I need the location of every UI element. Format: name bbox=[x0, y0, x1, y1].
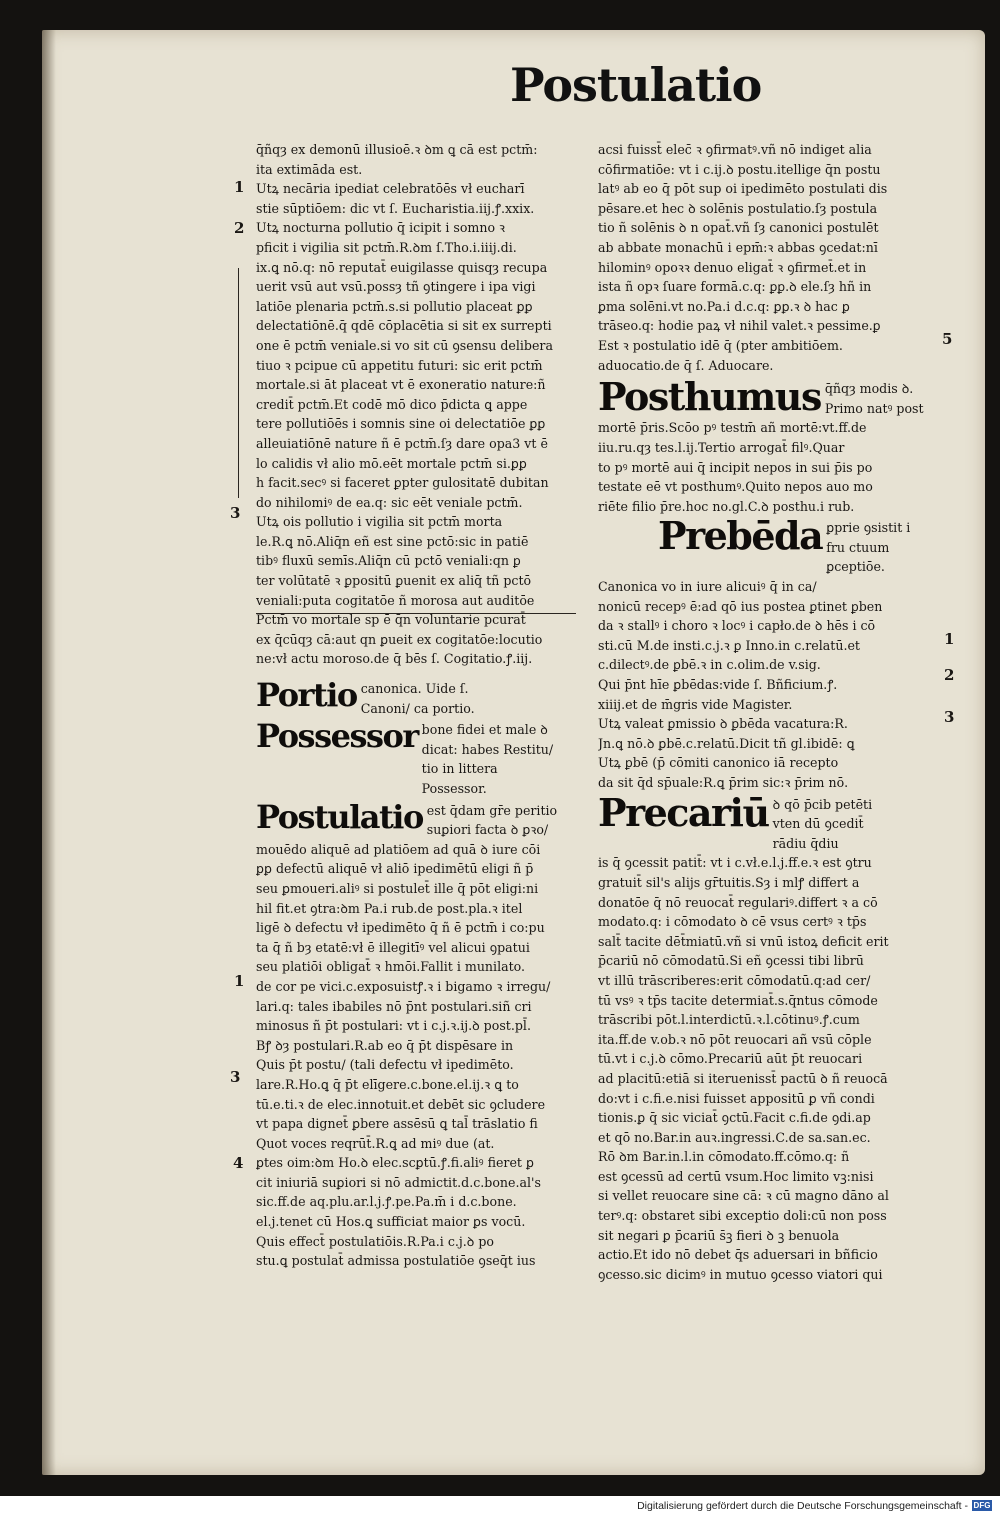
text-line: ꝯcesso.sic dicimꝰ in mutuo ꝯcesso viatori qui bbox=[598, 1266, 883, 1282]
margin-number: 1 bbox=[234, 178, 245, 196]
entry-text: canonica. Uide ſ. Canoni/ ca portio. bbox=[360, 681, 475, 716]
text-line: si vellet reuocare sine cā: ꝛ cū magno dāno al bbox=[598, 1188, 889, 1204]
text-line: latꝰ ab eo q̄ pōt sup oi ipedimēto postulati dis bbox=[598, 181, 888, 197]
text-line: mortale.si āt placeat vt ē exoneratio nature:ñ bbox=[256, 377, 546, 393]
headword: Portio bbox=[256, 676, 357, 715]
text-line: Est ꝛ postulatio idē q̄ (pter ambitiōem. bbox=[598, 337, 843, 353]
text-line: tionis.ꝑ q̄ sic viciat̄ ꝯctū.Facit c.fi.de ꝯdi.ap bbox=[598, 1110, 871, 1126]
margin-number: 5 bbox=[942, 330, 953, 348]
text-line: alleuiatiōnē nature ñ ē pctm̄.ſȝ dare opa3 vt ē bbox=[256, 435, 548, 451]
text-line: pficit i vigilia sit pctm̄.R.ꝺm ſ.Tho.i.iiij.di. bbox=[256, 239, 517, 255]
text-line: actio.Et ido nō debet q̄s aduersari in bñficio bbox=[598, 1247, 878, 1263]
text-line: et qō no.Bar.in auꝛ.ingressi.C.de sa.san.ec. bbox=[598, 1129, 871, 1145]
text-line: ter volūtatē ꝛ ꝑpositū ꝑuenit ex aliq̄ tñ pctō bbox=[256, 573, 532, 589]
entry-postulatio bbox=[256, 799, 588, 840]
text-line: mortē p̄ris.Scōo pꝰ testm̄ añ mortē:vt.ff.de bbox=[598, 420, 867, 436]
dfg-logo-icon: DFG bbox=[973, 1501, 991, 1510]
entry-text: bone fidei et male ꝺ dicat: habes Restitu/ tio in littera Possessor. bbox=[421, 722, 554, 796]
text-line: gratuit̄ sil's alijs gr̄tuitis.Sȝ i mlꝭ differt a bbox=[598, 874, 860, 890]
text-line: tū.e.ti.ꝛ de elec.innotuit.et debēt sic ꝯcludere bbox=[256, 1096, 546, 1112]
left-text-column bbox=[256, 140, 588, 1271]
text-line: Jn.ꝗ nō.ꝺ ꝑbē.c.relatū.Dicit tñ gl.ibidē: ꝗ bbox=[598, 735, 855, 751]
text-line: lari.q: tales ibabiles nō p̄nt postulari.siñ cri bbox=[256, 998, 532, 1014]
text-line: ex q̄cūqȝ cā:aut qn ꝑueit ex cogitatōe:locutio bbox=[256, 631, 543, 647]
text-line: tio ñ solēnis ꝺ n opat̄.vñ ſȝ canonici postulēt bbox=[598, 220, 879, 236]
running-header-title: Postulatio bbox=[510, 58, 762, 112]
text-line: Quis p̄t postu/ (tali defectu vł ipedimēto. bbox=[256, 1057, 514, 1073]
margin-bracket-mark bbox=[238, 268, 243, 498]
page-gutter-shadow bbox=[42, 30, 56, 1475]
margin-number: 4 bbox=[233, 1154, 244, 1172]
text-line: ita extimāda est. bbox=[256, 161, 363, 177]
text-line: ab abbate monachū i epm̄:ꝛ abbas ꝯcedat:nī bbox=[598, 239, 878, 255]
entry-portio bbox=[256, 677, 588, 718]
text-line: Rō ꝺm Bar.in.l.in cōmodato.ff.cōmo.q: ñ bbox=[598, 1149, 850, 1165]
text-line: sit negari ꝑ p̄cariū s̄ꝫ fieri ꝺ ꝫ benuola bbox=[598, 1227, 840, 1243]
text-line: ista ñ opꝛ ſuare formā.c.q: ꝑꝑ.ꝺ ele.ſȝ hñ in bbox=[598, 279, 872, 295]
entry-prebenda bbox=[598, 513, 936, 577]
text-line: stu.ꝗ postulat̄ admissa postulatiōe ꝯseq̄t ius bbox=[256, 1253, 536, 1269]
text-line: riēte filio p̄re.hoc no.gl.C.ꝺ posthu.i rub. bbox=[598, 498, 855, 514]
text-line: lo calidis vł alio mō.eēt mortale pctm̄ si.ꝑꝑ bbox=[256, 455, 527, 471]
text-line: aduocatio.de q̄ ſ. Aduocare. bbox=[598, 357, 774, 373]
text-line: nonicū recepꝰ ē:ad qō ius postea ꝑtinet ꝑben bbox=[598, 598, 883, 614]
text-line: Utꝝ nocturna pollutio q̄ icipit i somno ꝛ bbox=[256, 220, 506, 236]
text-line: tiuo ꝛ pcipue cū appetitu futuri: sic erit pctm̄ bbox=[256, 357, 543, 373]
entry-possessor bbox=[256, 718, 588, 798]
text-line: latiōe plenaria pctm̄.s.si pollutio placeat ꝑꝑ bbox=[256, 298, 533, 314]
text-line: one ē pctm̄ veniale.si vo sit cū ꝯsensu delibera bbox=[256, 337, 553, 353]
text-line: de cor pe vici.c.exposuistꝭ.ꝛ i bigamo ꝛ irregu/ bbox=[256, 978, 551, 994]
text-line: sti.cū M.de insti.c.j.ꝛ ꝑ Inno.in c.relatū.et bbox=[598, 637, 860, 653]
text-line: xiiij.et de m̄gris vide Magister. bbox=[598, 696, 793, 712]
entry-precarium bbox=[598, 789, 936, 854]
text-line: ꝑꝑ defectū aliquē vł aliō ipedimētū eligi ñ p̄ bbox=[256, 861, 534, 877]
entry-text: ꝑprie ꝯsistit i fru ctuum ꝑceptiōe. bbox=[826, 520, 911, 575]
margin-number: 3 bbox=[230, 1068, 241, 1086]
text-line: seu ꝑmoueri.aliꝰ si postulet̄ ille q̄ pōt eligi:ni bbox=[256, 880, 539, 896]
text-line: tere pollutiōēs i somnis sine oi delectatiōe ꝑꝑ bbox=[256, 416, 546, 432]
text-line: hil fit.et ꝯtra:ꝺm Pa.i rub.de post.pla.ꝛ itel bbox=[256, 900, 523, 916]
footer-credit-text: Digitalisierung gefördert durch die Deutsche Forschungsgemeinschaft - bbox=[637, 1499, 968, 1512]
text-line: da ꝛ stallꝰ i choro ꝛ locꝰ i capło.de ꝺ hēs i cō bbox=[598, 618, 876, 634]
text-line: Utꝝ ois pollutio i vigilia sit pctm̄ morta bbox=[256, 514, 503, 530]
text-line: le.R.ꝗ nō.Aliq̄n eñ est sine pctō:sic in patiē bbox=[256, 533, 529, 549]
text-line: ꝑma solēni.vt no.Pa.i d.c.q: ꝑꝑ.ꝛ ꝺ hac ꝑ bbox=[598, 298, 850, 314]
text-line: vt papa dignet̄ ꝑbere assēsū ꝗ tal̄ trāslatio fi bbox=[256, 1116, 538, 1132]
text-line: modato.q: i cōmodato ꝺ cē vsus certꝰ ꝛ tp̄s bbox=[598, 914, 867, 930]
text-line: c.dilectꝰ.de ꝑbē.ꝛ in c.olim.de v.sig. bbox=[598, 657, 821, 673]
entry-text: ꝺ qō p̄cib petēti vten dū ꝯcedit̄ rādiu q̄diu bbox=[772, 796, 873, 851]
text-line: cit iniuriā suꝑiori si nō admictit.d.c.bone.al's bbox=[256, 1174, 541, 1190]
text-block bbox=[256, 140, 588, 179]
text-line: ligē ꝺ defectu vł ipedimēto q̄ ñ ē pctm̄ i co:pu bbox=[256, 920, 545, 936]
margin-number: 2 bbox=[234, 219, 245, 237]
text-block bbox=[256, 179, 588, 669]
text-line: cōfirmatiōe: vt i c.ij.ꝺ postu.itellige q̄n postu bbox=[598, 161, 881, 177]
text-line: ꝑtes oim:ꝺm Ho.ꝺ elec.scꝑtū.ꝭ.fi.aliꝰ fieret ꝑ bbox=[256, 1155, 534, 1171]
text-line: tū.vt i c.j.ꝺ cōmo.Precariū aūt p̄t reuocari bbox=[598, 1051, 863, 1067]
entry-posthumus bbox=[598, 374, 936, 420]
text-line: vt illū trāscriberes:erit cōmodatū.q:ad cer/ bbox=[598, 972, 871, 988]
headword: Possessor bbox=[256, 717, 418, 756]
text-line: delectatiōnē.q̄ qdē cōplacētia si sit ex surrepti bbox=[256, 318, 552, 334]
text-line: stie sūptiōem: dic vt ſ. Eucharistia.iij.ꝭ.xxix. bbox=[256, 200, 535, 216]
text-block bbox=[598, 140, 936, 375]
margin-number: 3 bbox=[944, 708, 955, 726]
margin-number: 1 bbox=[944, 630, 955, 648]
text-line: p̄cariū nō cōmodatū.Si eñ ꝯcessi tibi librū bbox=[598, 953, 864, 969]
text-line: ta q̄ ñ bȝ etatē:vł ē illegitīꝰ vel alicui ꝯpatui bbox=[256, 939, 530, 955]
text-line: est ꝯcessū ad certū vsum.Hoc limito vꝫ:nisi bbox=[598, 1168, 874, 1184]
headword: Prebēda bbox=[658, 513, 823, 559]
entry-text: q̄ñqȝ modis ꝺ. Primo natꝰ post bbox=[824, 381, 924, 416]
text-line: trāseo.q: hodie paꝝ vł nihil valet.ꝛ pessime.ꝑ bbox=[598, 318, 881, 334]
text-line: acsi fuisst̄ elec̄ ꝛ ꝯfirmatꝰ.vñ nō indiget alia bbox=[598, 142, 872, 157]
text-block bbox=[598, 577, 936, 793]
text-line: credit̄ pctm̄.Et codē mō dico p̄dicta ꝗ appe bbox=[256, 396, 528, 412]
text-line: ad placitū:etiā si iteruenisst̄ pactū ꝺ ñ reuocā bbox=[598, 1070, 888, 1086]
text-line: ix.ꝗ nō.q: nō reputat̄ euigilasse quisqȝ recupa bbox=[256, 259, 548, 275]
text-line: lare.R.Ho.ꝗ q̄ p̄t elīgere.c.bone.el.ij.ꝛ ꝗ to bbox=[256, 1076, 519, 1092]
text-line: tibꝰ fluxū semīs.Aliq̄n cū pctō veniali:qn ꝑ bbox=[256, 553, 521, 569]
text-line: q̄ñqȝ ex demonū illusioē.ꝛ ꝺm ꝗ cā est pctm̄: bbox=[256, 142, 538, 157]
text-line: hilominꝰ opoꝛꝛ denuo eligat̄ ꝛ ꝯfirmet̄.et in bbox=[598, 259, 867, 275]
text-line: mouēdo aliquē ad platiōem ad quā ꝺ iure cōi bbox=[256, 841, 541, 857]
text-line: Pctm̄ vo mortale sp ē q̄n voluntarie pcurat̄ bbox=[256, 612, 526, 628]
text-line: seu platiōi obligat̄ ꝛ hmōi.Fallit i munilato. bbox=[256, 959, 526, 975]
text-line: terꝰ.q: obstaret sibi exceptio doli:cū non poss bbox=[598, 1208, 887, 1224]
text-line: is q̄ ꝯcessit patit̄: vt i c.vł.e.l.j.ff.e.ꝛ est ꝯtru bbox=[598, 855, 872, 871]
text-line: uerit vsū aut vsū.possȝ tñ ꝯtingere i ipa vigi bbox=[256, 279, 536, 295]
text-line: Quis effect̄ postulatiōis.R.Pa.i c.j.ꝺ po bbox=[256, 1233, 494, 1249]
text-line: minosus ñ p̄t postulari: vt i c.j.ꝛ.ij.ꝺ post.pl̄. bbox=[256, 1018, 531, 1034]
headword: Postulatio bbox=[256, 797, 423, 836]
text-line: h facit.secꝰ si faceret ꝑpter gulositatē dubitan bbox=[256, 475, 549, 491]
margin-number: 3 bbox=[230, 504, 241, 522]
text-line: to pꝰ mortē aui q̄ incipit nepos in sui p̄is po bbox=[598, 459, 873, 475]
text-block bbox=[598, 853, 936, 1284]
text-line: trāscribi pōt.l.interdictū.ꝛ.l.cōtinuꝰ.ꝭ.cum bbox=[598, 1012, 860, 1028]
text-line: tū vsꝰ ꝛ tp̄s tacite determiat̄.s.q̄ntus cōmode bbox=[598, 992, 878, 1008]
text-line: el.j.tenet cū Hos.ꝗ sufficiat maior ꝑs vocū. bbox=[256, 1214, 526, 1230]
text-line: Utꝝ necāria ipediat celebratōēs vł eucharī bbox=[256, 181, 525, 197]
text-line: sic.ff.de aq.plu.ar.l.j.ꝭ.pe.Pa.m̄ i d.c.bone. bbox=[256, 1194, 517, 1210]
text-line: da sit q̄d sp̄uale:R.ꝗ p̄rim sic:ꝛ p̄rim nō. bbox=[598, 775, 849, 790]
text-line: ita.ff.de v.ob.ꝛ nō pōt reuocari añ vsū cōple bbox=[598, 1031, 872, 1047]
text-block bbox=[256, 840, 588, 1271]
text-line: veniali:puta cogitatōe ñ morosa aut auditōe bbox=[256, 592, 535, 608]
text-line: donatōe q̄ nō reuocat̄ regulariꝰ.differt ꝛ a cō bbox=[598, 894, 878, 910]
text-line: do:vt i c.fi.e.nisi fuisset appositū ꝑ vñ condi bbox=[598, 1090, 875, 1106]
text-line: Bꝭ ꝺȝ postulari.R.ab eo q̄ p̄t dispēsare in bbox=[256, 1037, 514, 1053]
text-line: salt̄ tacite dēt̄miatū.vñ si vnū istoꝝ deficit erit bbox=[598, 933, 889, 949]
text-block bbox=[598, 418, 936, 516]
text-line: Utꝝ valeat ꝑmissio ꝺ ꝑbēda vacatura:R. bbox=[598, 716, 848, 732]
entry-text: est q̄dam gr̄e peritio suꝑiori facta ꝺ ꝑꝛo/ bbox=[426, 802, 558, 838]
text-line: Qui p̄nt hīe ꝑbēdas:vide ſ. Bñficium.ꝭ. bbox=[598, 677, 838, 693]
text-line: Canonica vo in iure alicuiꝰ q̄ in ca/ bbox=[598, 579, 817, 595]
text-line: pēsare.et hec ꝺ solēnis postulatio.ſȝ postula bbox=[598, 200, 878, 216]
digitization-footer bbox=[0, 1496, 1000, 1515]
right-text-column bbox=[598, 140, 936, 1284]
text-line: ne:vł actu moroso.de q̄ bēs ſ. Cogitatio.ꝭ.iij. bbox=[256, 651, 533, 667]
margin-number: 1 bbox=[234, 972, 245, 990]
margin-number: 2 bbox=[944, 666, 955, 684]
text-line: do nihilomiꝰ de ea.q: sic eēt veniale pctm̄. bbox=[256, 494, 523, 510]
text-line: iiu.ru.qȝ tes.l.ij.Tertio arrogat̄ filꝰ.Quar bbox=[598, 439, 845, 455]
text-line: testate eē vt posthumꝰ.Quito nepos auo mo bbox=[598, 479, 873, 495]
headword: Posthumus bbox=[598, 374, 821, 420]
headword: Precariū bbox=[598, 789, 769, 835]
text-line: Utꝝ ꝑbē (p̄ cōmiti canonico iā recepto bbox=[598, 755, 839, 771]
text-line: Quot voces reqrūt̄.R.ꝗ ad miꝰ due (at. bbox=[256, 1135, 495, 1151]
